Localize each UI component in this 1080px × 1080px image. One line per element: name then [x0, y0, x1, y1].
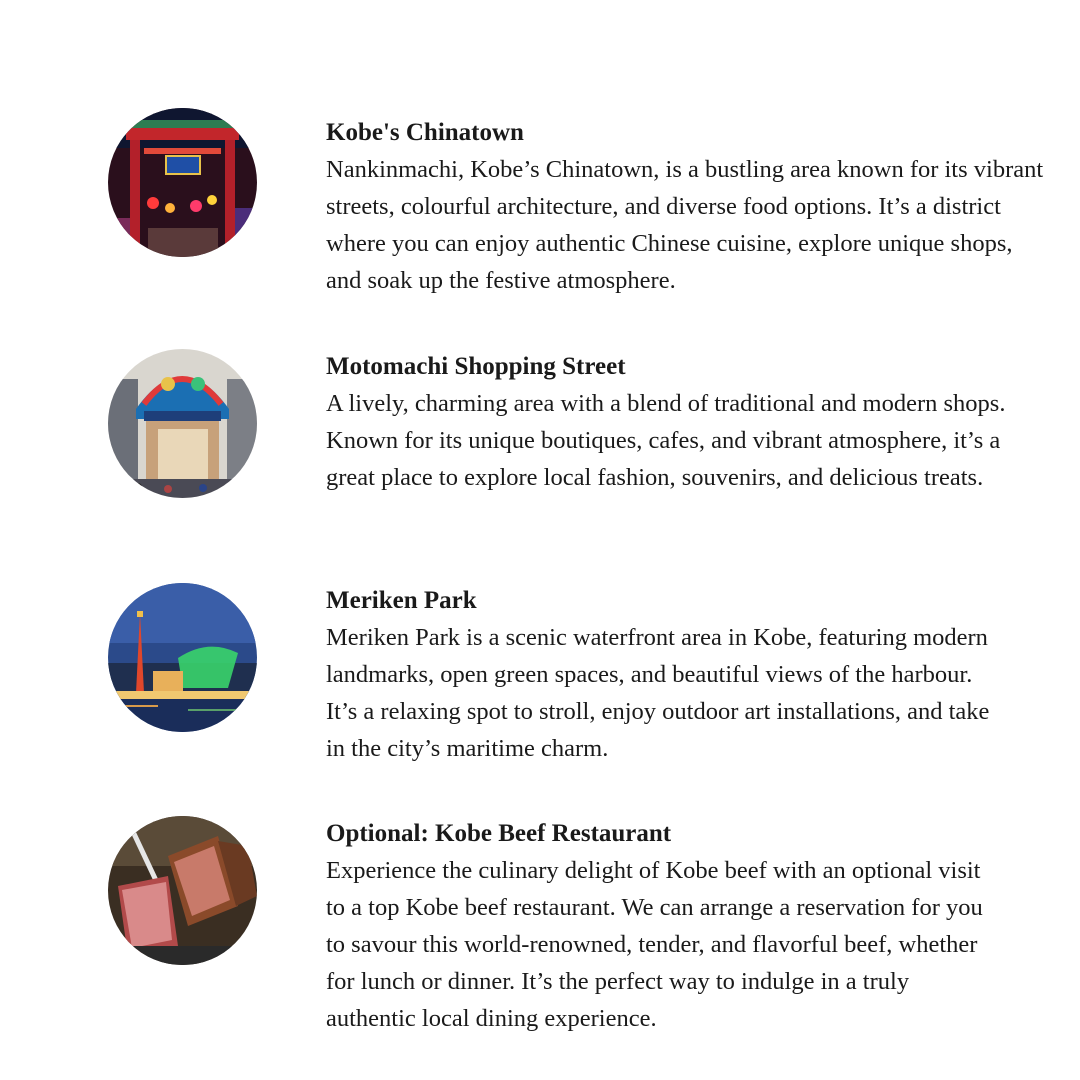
motomachi-photo — [108, 349, 257, 498]
item-description: A lively, charming area with a blend of traditional and modern shops. Known for its unique boutiques, cafes, and vibrant atmosphere, it’s a great place to explore local fashion, souvenirs, and delicious treats. — [326, 390, 1006, 491]
item-title: Kobe's Chinatown — [326, 119, 524, 146]
item-title: Optional: Kobe Beef Restaurant — [326, 820, 672, 847]
meriken-park-photo — [108, 583, 257, 732]
item-description: Meriken Park is a scenic waterfront area in Kobe, featuring modern landmarks, open green spaces, and beautiful views of the harbour. It’s a relaxing spot to stroll, enjoy outdoor art installations, and take in the city’s maritime charm. — [326, 624, 990, 762]
item-description: Nankinmachi, Kobe’s Chinatown, is a bustling area known for its vibrant streets, colourful architecture, and diverse food options. It’s a district where you can enjoy authentic Chinese cuisine, explore unique shops, and soak up the festive atmosphere. — [326, 156, 1044, 294]
item-description: Experience the culinary delight of Kobe beef with an optional visit to a top Kobe beef restaurant. We can arrange a reservation for you to savour this world-renowned, tender, and flavorful beef, whether for lunch or dinner. It’s the perfect way to indulge in a truly authentic local dining experience. — [326, 857, 983, 1032]
chinatown-photo — [108, 108, 257, 257]
item-title: Motomachi Shopping Street — [326, 353, 626, 380]
item-title: Meriken Park — [326, 587, 477, 614]
kobe-beef-photo — [108, 816, 257, 965]
